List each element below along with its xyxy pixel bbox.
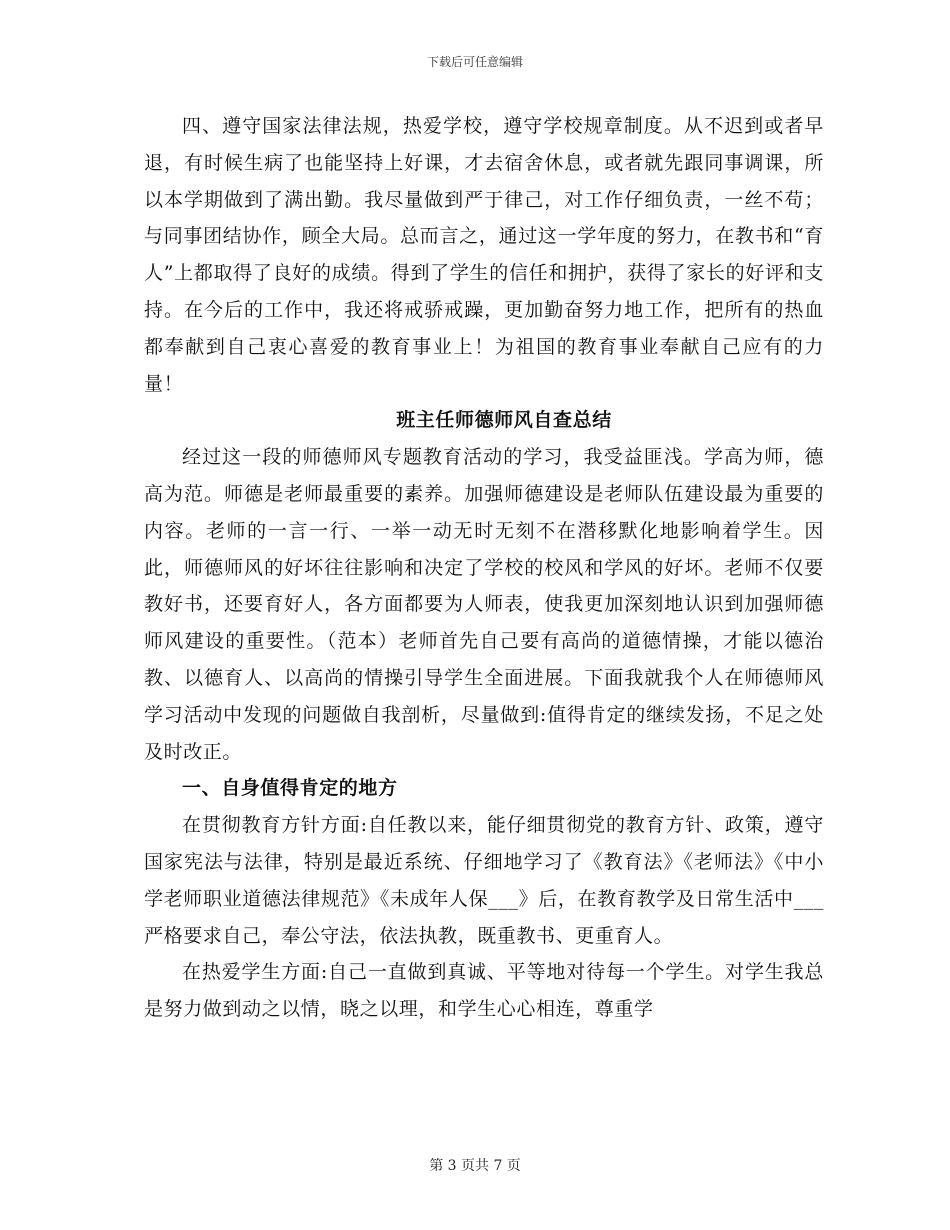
document-title: 班主任师德师风自查总结 <box>396 409 612 432</box>
paragraph-introduction: 经过这一段的师德师风专题教育活动的学习，我受益匪浅。学高为师，德高为范。师德是老师最重要的素养。加强师德建设是老师队伍建设最为重要的内容。老师的一言一行、一举一动无时无刻不在潜移默化地影响着学生。因此，师德师风的好坏往往影响和决定了学校的校风和学风的好坏。老师不仅要教好书，还要育好人，各方面都要为人师表，使我更加深刻地认识到加强师德师风建设的重要性。（范本）老师首先自己要有高尚的道德情操，才能以德治教、以德育人、以高尚的情操引导学生全面进展。下面我就我个人在师德师风学习活动中发现的问题做自我剖析，尽量做到:值得肯定的继续发扬，不足之处及时改正。 <box>144 446 824 763</box>
paragraph-love-students: 在热爱学生方面:自己一直做到真诚、平等地对待每一个学生。对学生我总是努力做到动之以情，晓之以理，和学生心心相连，尊重学 <box>144 961 824 1021</box>
paragraph-compliance: 四、遵守国家法律法规，热爱学校，遵守学校规章制度。从不迟到或者早退，有时候生病了也能坚持上好课，才去宿舍休息，或者就先跟同事调课，所以本学期做到了满出勤。我尽量做到严于律己，对工作仔细负责，一丝不苟；与同事团结协作，顾全大局。总而言之，通过这一学年度的努力，在教书和“育人”上都取得了良好的成绩。得到了学生的信任和拥护，获得了家长的好评和支持。在今后的工作中，我还将戒骄戒躁，更加勤奋努力地工作，把所有的热血都奉献到自己衷心喜爱的教育事业上！为祖国的教育事业奉献自己应有的力量！ <box>144 115 824 395</box>
page-header: 下载后可任意编辑 <box>426 55 523 69</box>
paragraph-education-policy: 在贯彻教育方针方面:自任教以来，能仔细贯彻党的教育方针、政策，遵守国家宪法与法律，特别是最近系统、仔细地学习了《教育法》《老师法》《中小学老师职业道德法律规范》《未成年人保___》后，在教育教学及日常生活中___严格要求自己，奉公守法，依法执教，既重教书、更重育人。 <box>144 814 824 947</box>
document-body <box>144 108 824 1028</box>
page-footer: 第 3 页共 7 页 <box>429 1158 521 1174</box>
section-heading: 一、自身值得肯定的地方 <box>182 777 398 800</box>
